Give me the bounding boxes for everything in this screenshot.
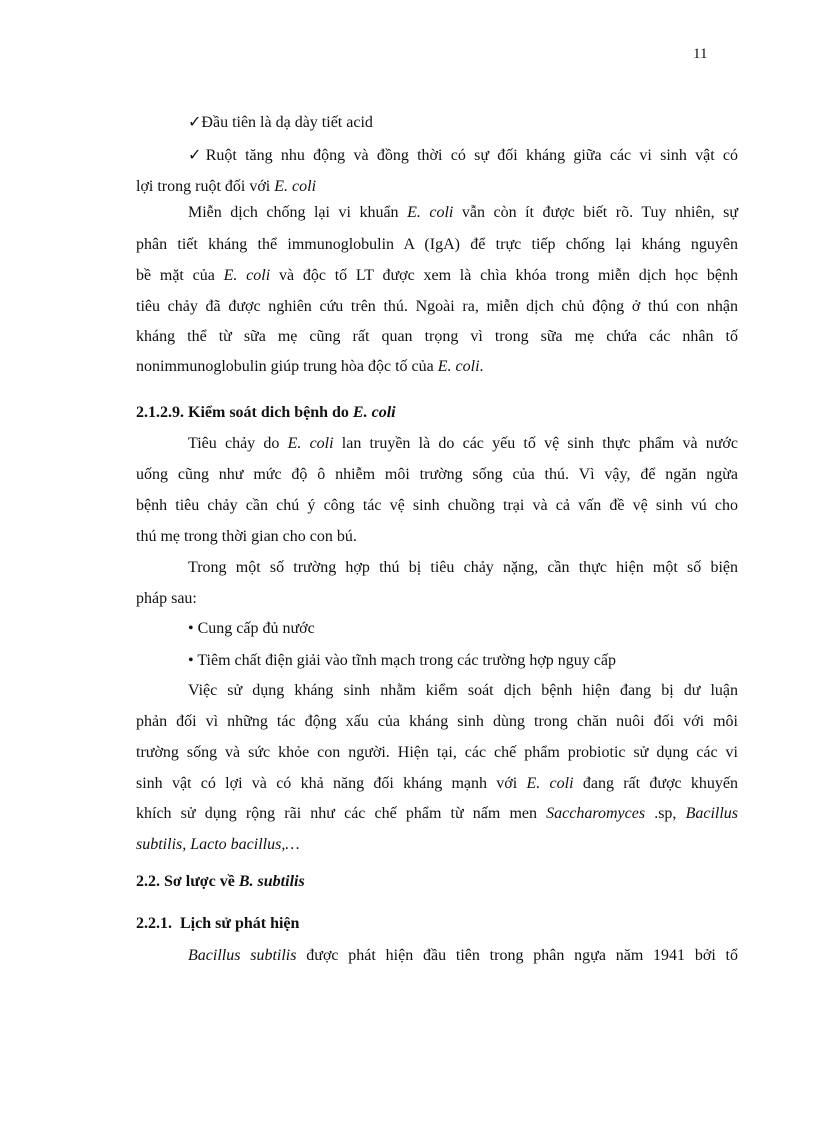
paragraph-line: bệnh tiêu chảy cần chú ý công tác vệ sinh chuồng trại và cả vấn đề vệ sinh vú cho bbox=[136, 497, 738, 514]
paragraph-line: lợi trong ruột đối với E. coli bbox=[136, 178, 317, 195]
bullet-item: • Tiêm chất điện giải vào tĩnh mạch trong các trường hợp nguy cấp bbox=[188, 652, 616, 669]
check-item: ✓Ruột tăng nhu động và đồng thời có sự đối kháng giữa các vi sinh vật có bbox=[188, 147, 739, 164]
species-name: E. coli bbox=[352, 404, 396, 421]
paragraph-line: trường sống và sức khỏe con người. Hiện tại, các chế phẩm probiotic sử dụng các vi bbox=[136, 744, 738, 761]
paragraph-line: Tiêu chảy do E. coli lan truyền là do các yếu tố vệ sinh thực phẩm và nước bbox=[188, 435, 738, 452]
section-heading-221: 2.2.1. Lịch sử phát hiện bbox=[136, 915, 300, 932]
bullet-item: • Cung cấp đủ nước bbox=[188, 620, 315, 637]
paragraph-line: khích sử dụng rộng rãi như các chế phẩm từ nấm men Saccharomyces .sp, Bacillus bbox=[136, 805, 738, 822]
check-item-text: Đầu tiên là dạ dày tiết acid bbox=[201, 114, 373, 131]
species-name: E. coli bbox=[407, 204, 454, 221]
paragraph-line: pháp sau: bbox=[136, 590, 197, 607]
species-name: E. coli bbox=[437, 358, 480, 375]
species-name: E. coli bbox=[274, 178, 317, 195]
paragraph-line: Trong một số trường hợp thú bị tiêu chảy nặng, cần thực hiện một số biện bbox=[188, 559, 738, 576]
paragraph-line: bề mặt của E. coli và độc tố LT được xem là chìa khóa trong miễn dịch học bệnh bbox=[136, 267, 739, 284]
bullet-text: Tiêm chất điện giải vào tĩnh mạch trong các trường hợp nguy cấp bbox=[197, 652, 616, 669]
paragraph-line: tiêu chảy đã được nghiên cứu trên thú. Ngoài ra, miễn dịch chủ động ở thú con nhận bbox=[136, 298, 738, 315]
species-name: Saccharomyces bbox=[546, 805, 646, 822]
section-heading-2129: 2.1.2.9. Kiểm soát dich bệnh do E. coli bbox=[136, 404, 396, 421]
paragraph-line: uống cũng như mức độ ô nhiễm môi trường sống của thú. Vì vậy, để ngăn ngừa bbox=[136, 466, 738, 483]
check-item-text: Ruột tăng nhu động và đồng thời có sự đối kháng giữa các vi sinh vật có bbox=[205, 147, 739, 164]
paragraph-line: phân tiết kháng thể immunoglobulin A (IgA) để trực tiếp chống lại kháng nguyên bbox=[136, 236, 738, 253]
bullet-text: Cung cấp đủ nước bbox=[197, 620, 315, 637]
paragraph-line: nonimmunoglobulin giúp trung hòa độc tố của E. coli. bbox=[136, 358, 484, 375]
paragraph-line: phản đối vì những tác động xấu của kháng sinh dùng trong chăn nuôi đối với môi bbox=[136, 713, 738, 730]
page-number: 11 bbox=[693, 46, 708, 62]
paragraph-line bbox=[136, 834, 738, 856]
species-name: E. coli bbox=[287, 435, 334, 452]
species-name: subtilis, Lacto bacillus,… bbox=[136, 836, 300, 853]
species-name: Bacillus subtilis bbox=[188, 947, 297, 964]
species-name: E. coli bbox=[223, 267, 271, 284]
paragraph-line: Miễn dịch chống lại vi khuẩn E. coli vẫn còn ít được biết rõ. Tuy nhiên, sự bbox=[188, 204, 738, 221]
species-name: B. subtilis bbox=[238, 873, 305, 890]
check-item: ✓Đầu tiên là dạ dày tiết acid bbox=[188, 114, 373, 131]
species-name: Bacillus bbox=[685, 805, 738, 822]
species-name: E. coli bbox=[526, 775, 574, 792]
paragraph-line: Việc sử dụng kháng sinh nhằm kiểm soát dịch bệnh hiện đang bị dư luận bbox=[188, 682, 738, 699]
section-heading-22: 2.2. Sơ lược về B. subtilis bbox=[136, 873, 305, 890]
paragraph-line: Bacillus subtilis được phát hiện đầu tiên trong phân ngựa năm 1941 bởi tổ bbox=[188, 947, 738, 964]
paragraph-line: thú mẹ trong thời gian cho con bú. bbox=[136, 528, 357, 545]
paragraph-line: sinh vật có lợi và có khả năng đối kháng mạnh với E. coli đang rất được khuyến bbox=[136, 775, 739, 792]
paragraph-line: kháng thể từ sữa mẹ cũng rất quan trọng vì trong sữa mẹ chứa các nhân tố bbox=[136, 328, 738, 345]
